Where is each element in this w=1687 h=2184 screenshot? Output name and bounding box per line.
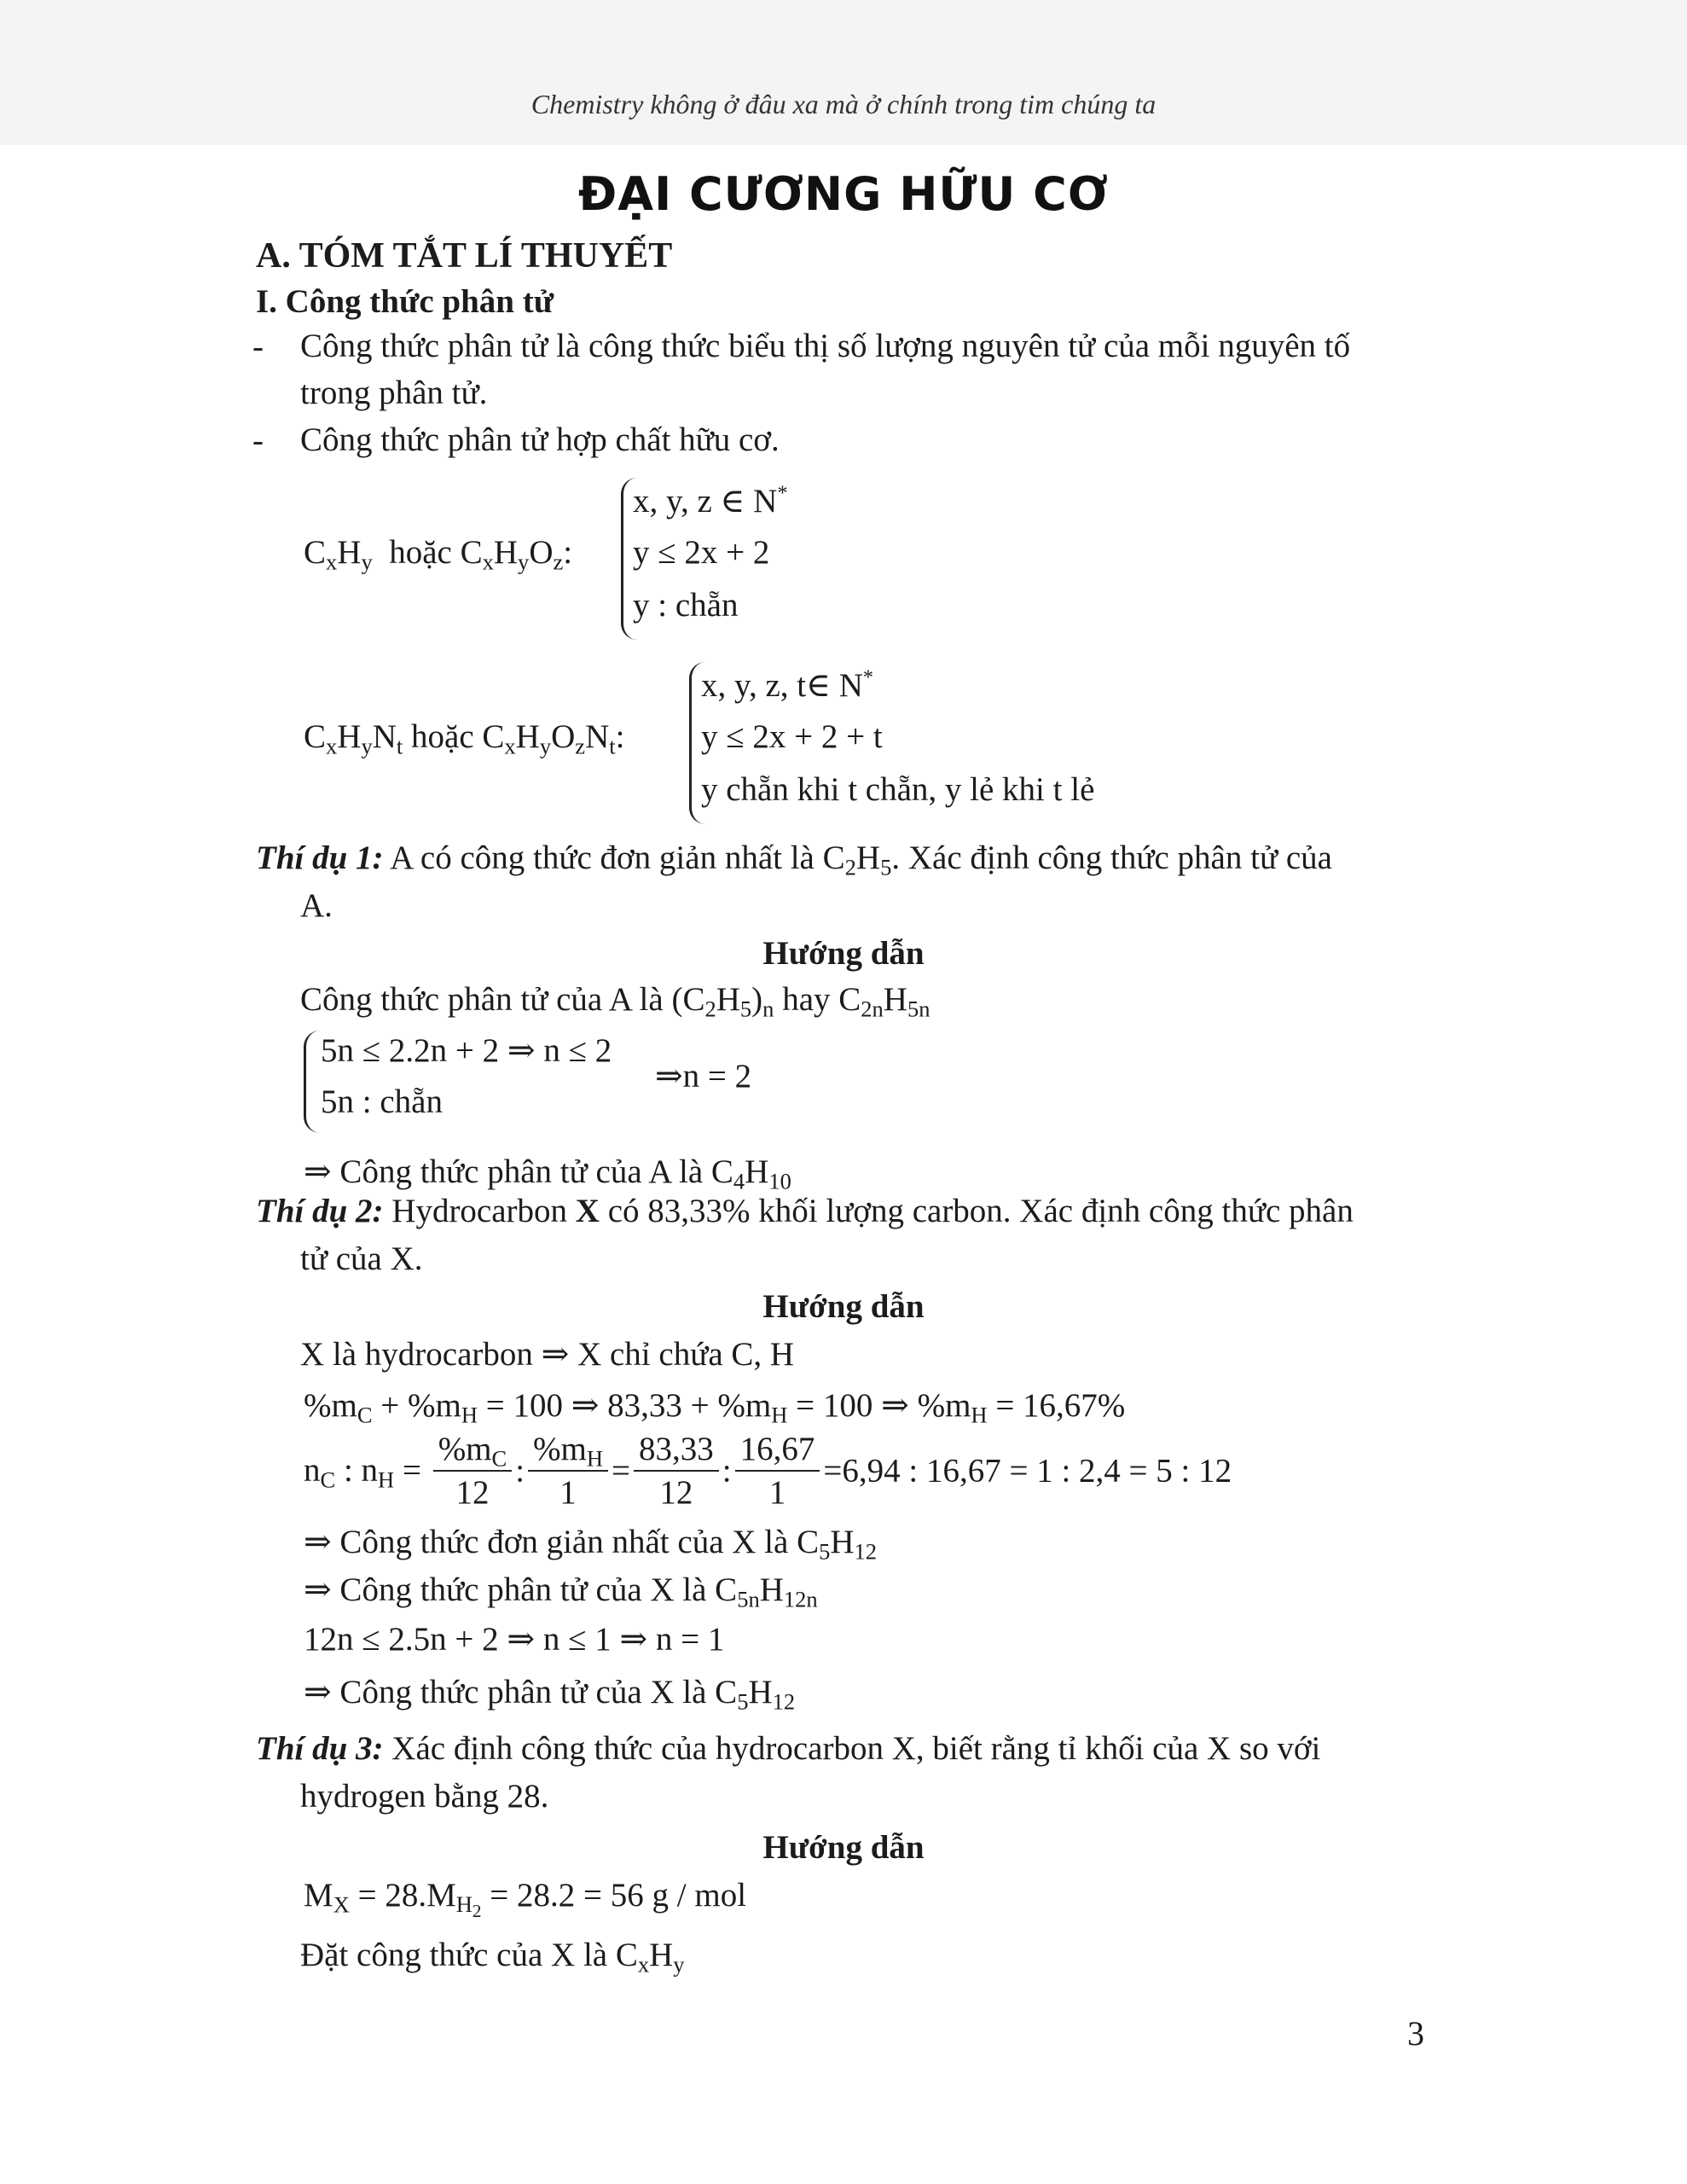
example-1-question: Thí dụ 1: A có công thức đơn giản nhất là $C_2H_5$. Xác định công thức phân tử của <box>256 839 1332 880</box>
example-2-inequality: 12n ≤ 2.5n + 2 ⇒ n ≤ 1 ⇒ n = 1 <box>304 1621 725 1658</box>
bullet1-line1: Công thức phân tử là công thức biểu thị số lượng nguyên tử của mỗi nguyên tố <box>300 328 1351 364</box>
fraction: $\frac{83,33}{12}$ <box>634 1432 719 1512</box>
condition-3: y : chẵn <box>633 587 739 624</box>
section-a-heading: A. TÓM TẮT LÍ THUYẾT <box>256 236 673 276</box>
example-2-question: Thí dụ 2: Hydrocarbon X có 83,33% khối lượng carbon. Xác định công thức phân <box>256 1193 1354 1229</box>
brace <box>304 1031 320 1133</box>
bullet-dash: - <box>252 422 264 459</box>
example-1-result: ⇒n = 2 <box>655 1058 752 1095</box>
example-3-setup: Đặt công thức của X là $C_xH_y$ <box>300 1937 685 1978</box>
bullet1-line2: trong phân tử. <box>300 375 488 411</box>
example-2-question-cont: tử của X. <box>300 1240 423 1277</box>
bullet2-text: Công thức phân tử hợp chất hữu cơ. <box>300 421 780 458</box>
fraction: $\frac{\%m_C}{12}$ <box>433 1432 513 1512</box>
example-3-question: Thí dụ 3: Xác định công thức của hydrocarbon X, biết rằng tỉ khối của X so với <box>256 1730 1321 1767</box>
example-1-conclusion: ⇒ Công thức phân tử của A là $C_4H_{10}$ <box>304 1153 791 1194</box>
formula-cxhynt: $C_xH_yN_t$ hoặc $C_xH_yO_zN_t$: <box>304 718 625 759</box>
condition-2: y ≤ 2x + 2 <box>633 534 770 571</box>
condition-1: x, y, z, t∈ N* <box>701 665 873 704</box>
condition-3: y chẵn khi t chẵn, y lẻ khi t lẻ <box>701 771 1095 808</box>
example-3-molar-mass: $M_X = 28.M_{H_2} = 28.2 = 56$ g / mol <box>304 1877 747 1922</box>
page-number: 3 <box>1407 2014 1424 2053</box>
page-title: ĐẠI CƯƠNG HỮU CƠ <box>578 167 1109 221</box>
fraction: $\frac{16,67}{1}$ <box>735 1432 820 1512</box>
example-2-mass-equation: $\%m_C + \%m_H = 100$ ⇒ $83,33 + \%m_H = 100$ ⇒ $\%m_H = 16,67\%$ <box>304 1387 1126 1428</box>
page-header: Chemistry không ở đâu xa mà ở chính trong tim chúng ta <box>530 89 1157 119</box>
example-2-ratio-equation: $n_C$ : $n_H$ = $\frac{\%m_C}{12}$ : $\frac{\%m_H}{1}$ = $\frac{83,33}{12}$ : $\frac{16,67}{1}$ =6,94 : 16,67 = 1 : 2,4 = 5 : 12 <box>304 1431 1232 1511</box>
formula-cxhy: $C_xH_y$ hoặc $C_xH_yO_z$: <box>304 534 573 575</box>
example-1-step: Công thức phân tử của A là $(C_2H_5)_n$ hay $C_{2n}H_{5n}$ <box>300 981 930 1022</box>
bullet-dash: - <box>252 328 264 365</box>
condition-1: x, y, z ∈ N* <box>633 481 788 520</box>
example-2-step: X là hydrocarbon ⇒ X chỉ chứa C, H <box>300 1336 795 1373</box>
example-1-question-cont: A. <box>300 887 333 924</box>
example-2-empirical-formula: ⇒ Công thức đơn giản nhất của X là $C_5H_{12}$ <box>304 1524 878 1565</box>
example-1-condition: 5n ≤ 2.2n + 2 ⇒ n ≤ 2 <box>321 1032 612 1069</box>
example-3-question-cont: hydrogen bằng 28. <box>300 1778 549 1815</box>
example-1-condition: 5n : chẵn <box>321 1083 443 1120</box>
guide-heading: Hướng dẫn <box>762 1829 925 1866</box>
section-1-heading: I. Công thức phân tử <box>256 283 554 320</box>
fraction: $\frac{\%m_H}{1}$ <box>528 1432 608 1512</box>
example-2-molecular-formula: ⇒ Công thức phân tử của X là $C_{5n}H_{12n}$ <box>304 1571 818 1612</box>
guide-heading: Hướng dẫn <box>762 1288 925 1325</box>
guide-heading: Hướng dẫn <box>762 935 925 972</box>
header-band <box>0 0 1687 145</box>
condition-2: y ≤ 2x + 2 + t <box>701 718 883 755</box>
example-2-conclusion: ⇒ Công thức phân tử của X là $C_5H_{12}$ <box>304 1674 796 1715</box>
